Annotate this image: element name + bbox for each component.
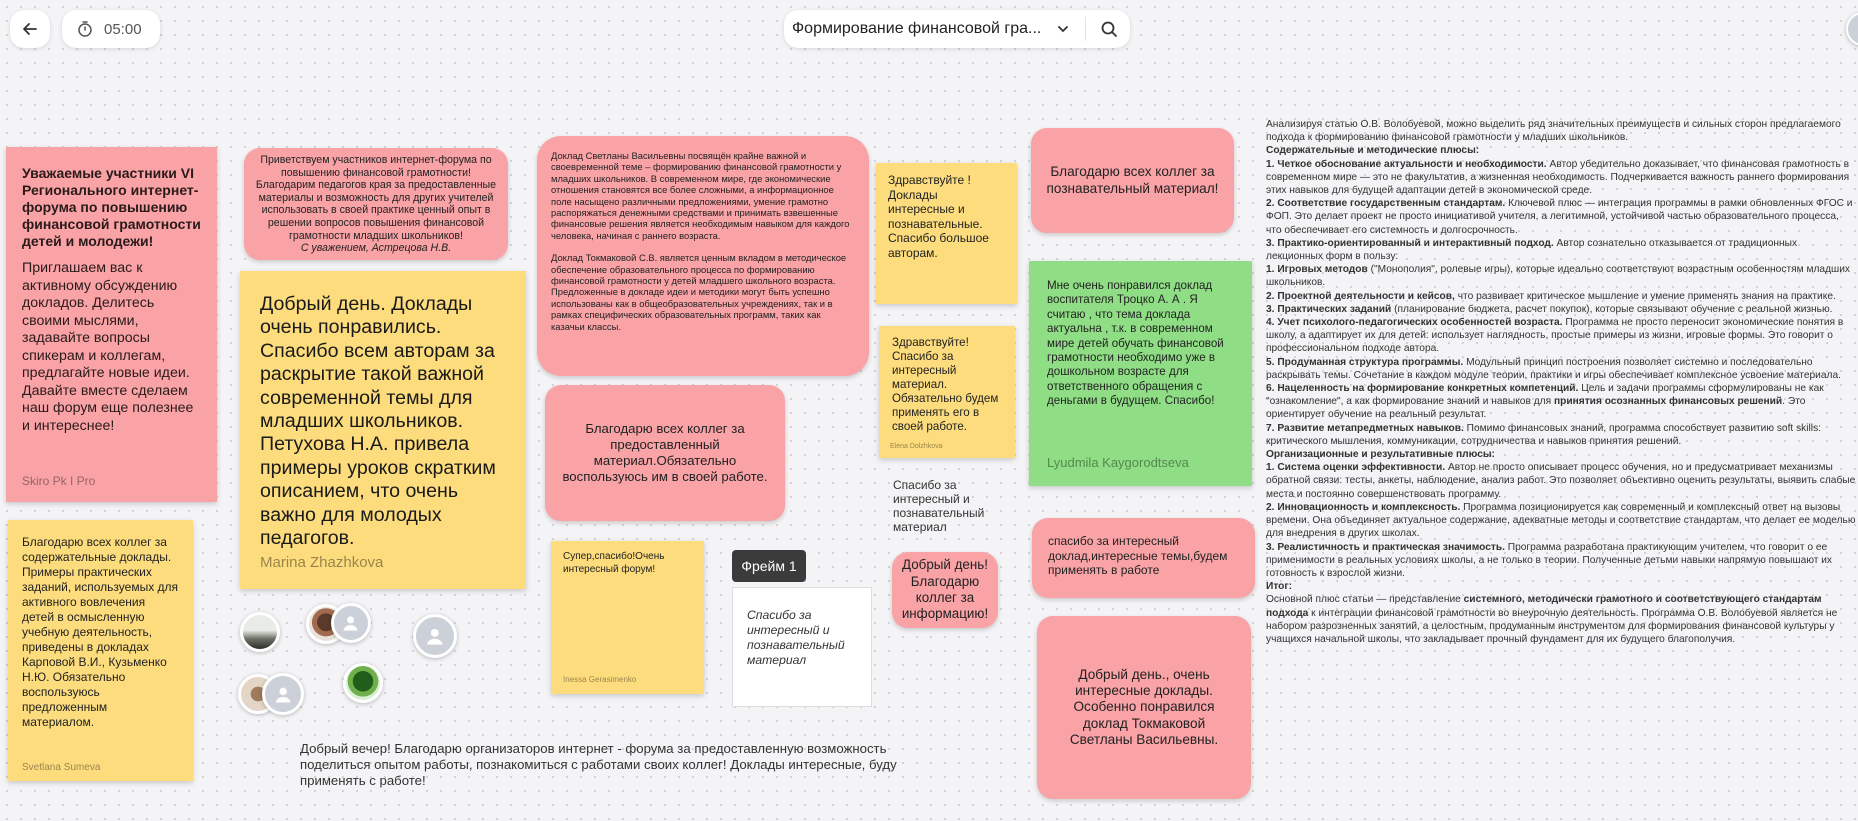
note-body: Мне очень понравился доклад воспитателя Троцко А. А . Я считаю , что тема доклада актуальна , т.к. в современном мире детей обучать финансовой грамотности необходимо уже в дошкольном возрасте для ответственного обращения с деньгами в будущем. Спасибо! — [1047, 279, 1224, 408]
sticky-note-astretsova[interactable] — [244, 148, 508, 260]
frame-label[interactable] — [732, 550, 806, 582]
user-placeholder-icon — [340, 612, 361, 633]
analysis-text: Программа не просто переносит экономические понятия в школу, а адаптирует их для детей: использует наглядность, простые примеры из жизни, игровые формы. Это говорит о профессиональном подходе автора. — [1266, 317, 1844, 355]
analysis-bold-text: 7. Развитие метапредметных навыков. — [1266, 422, 1464, 434]
analysis-text: (планирование бюджета, расчет покупок), которые связывают обучение с реальной жизнью. — [1391, 303, 1833, 315]
sticky-note-welcome[interactable] — [6, 147, 217, 502]
analysis-bold-text: 1. Четкое обоснование актуальности и необходимости. — [1266, 158, 1547, 170]
frame-label-text: Фрейм 1 — [741, 558, 797, 574]
analysis-bold-text: 3. Реалистичность и практическая значимость. — [1266, 541, 1505, 553]
sticky-note-dolzhkova[interactable] — [879, 326, 1015, 458]
note-body: Благодарю всех коллег за предоставленный материал.Обязательно воспользуюсь им в своей работе. — [562, 421, 768, 484]
analysis-text: Автор сознательно отказывается от традиционных лекционных форм в пользу: — [1266, 237, 1798, 263]
analysis-text: Основной плюс статьи — представление — [1266, 594, 1464, 606]
analysis-paragraph — [1266, 593, 1856, 646]
analysis-paragraph — [1266, 356, 1856, 382]
analysis-bold-text: системного, методически грамотного и соответствующего стандартам подхода — [1266, 594, 1822, 619]
sticky-note-thanks-2[interactable] — [1031, 128, 1234, 233]
sticky-note-interesting-report[interactable] — [1032, 518, 1255, 598]
analysis-paragraph — [1266, 580, 1856, 593]
analysis-paragraph — [1266, 461, 1856, 501]
analysis-bold-text: Организационные и результативные плюсы: — [1266, 449, 1495, 461]
analysis-text: Программа позиционируется как современный и комплексный ответ на вызовы времени. Она объединяет актуальное содержание, адекватные методы и соответствие стандартам, что делает ее моделью для внедрения в других школах. — [1266, 501, 1856, 540]
analysis-bold-text: 5. Продуманная структура программы. — [1266, 356, 1464, 368]
frame-1[interactable] — [732, 587, 872, 707]
note-body: Благодарю всех коллег за познавательный материал! — [1046, 163, 1219, 196]
analysis-bold-text: принятия осознанных финансовых решений — [1553, 396, 1783, 408]
analysis-text: . Это ориентирует обучение на реальный результат. — [1266, 396, 1806, 421]
sticky-note-zhazhkova[interactable] — [240, 271, 526, 589]
note-author: Marina Zhazhkova — [260, 554, 384, 572]
analysis-paragraph — [1266, 144, 1856, 157]
analysis-text: Модульный принцип построения позволяет системно и последовательно раскрывать темы. Сочетание в каждом модуле теории, практики и игры обеспечивает комплексное усвоение материала. — [1266, 356, 1841, 381]
analysis-text-block[interactable] — [1266, 118, 1856, 646]
note-body: Добрый день! Благодарю коллег за информацию! — [901, 557, 989, 622]
analysis-text: Ключевой плюс — интеграция программы в рамки обновленных ФГОС и ФОП. Это делает проект не просто инициативой учителя, а легитимной, устойчивой частью образовательного процесса, что обеспечивает его системность и долгосрочность. — [1266, 198, 1853, 236]
note-body: Приветствуем участников интернет-форума по повышению финансовой грамотности! Благодарим педагогов края за предоставленные материалы и возможность для других учителей использовать в своей практике ценный опыт в решении вопросов повышения финансовой грамотности младших школьников! — [255, 154, 497, 242]
analysis-paragraph — [1266, 422, 1856, 448]
analysis-text: Цель и задачи программы сформулированы не как "ознакомление", а как формирование знаний и навыков для — [1266, 383, 1824, 408]
analysis-bold-text: 2. Проектной деятельности и кейсов, — [1266, 290, 1455, 302]
analysis-bold-text: 2. Соответствие государственным стандартам. — [1266, 198, 1506, 210]
analysis-bold-text: Итог: — [1266, 581, 1293, 593]
note-body: спасибо за интересный доклад,интересные темы,будем применять в работе — [1048, 534, 1228, 577]
sticky-note-thanks-1[interactable] — [545, 385, 785, 521]
toolbar-divider — [1085, 17, 1086, 41]
analysis-bold-text: 3. Практических заданий — [1266, 303, 1392, 315]
analysis-bold-text: 1. Система оценки эффективности. — [1266, 462, 1446, 474]
analysis-paragraph — [1266, 501, 1856, 541]
frame-text: Спасибо за интересный и познавательный материал — [747, 608, 845, 667]
note-body: Здравствуйте! Спасибо за интересный материал. Обязательно будем применять его в своей работе. — [892, 336, 999, 433]
analysis-text: Автор не просто описывает процесс обучения, но и предусматривает механизмы обратной связи: тесты, анкеты, наблюдение, анализ работ. Это позволяет объективно оценить результаты, выявить слабые места и постоянно совершенствовать программу. — [1266, 462, 1856, 500]
user-avatar[interactable] — [1846, 12, 1858, 46]
free-text-evening[interactable]: Добрый вечер! Благодарю организаторов интернет - форума за предоставленную возможность поделиться опытом работы, познакомиться с работами своих коллег! Доклады интересные, буду применять с работе! — [300, 741, 897, 789]
user-placeholder-icon — [272, 683, 294, 705]
analysis-text: Помимо финансовых знаний, программа способствует развитию soft skills: критического мышления, коммуникации, сотрудничества и навыков принятия решений. — [1266, 422, 1821, 447]
chevron-down-icon[interactable] — [1055, 21, 1071, 37]
timer-widget[interactable] — [62, 10, 160, 48]
sticky-note-good-day-2[interactable] — [1037, 616, 1251, 799]
note-paragraph-2: Доклад Токмаковой С.В. является ценным вкладом в методическое обеспечение образовательного процесса по формированию финансовой грамотности у детей младшего школьного возраста. Предложенные в докладе идеи и методики могут быть успешно использованы как в общеобразовательных учреждениях, так и в рамках специфических образовательных программ, таких как казачьи классы. — [551, 252, 847, 332]
analysis-text: что развивает критическое мышление и умение применять знания на практике. — [1454, 290, 1836, 302]
note-body: Здравствуйте ! Доклады интересные и познавательные. Спасибо большое авторам. — [888, 173, 989, 260]
analysis-text: Автор убедительно доказывает, что финансовая грамотность в современном мире — это не факультатив, а жизненная необходимость. Подчеркивается важность раннего формирования этих навыков для будущей адаптации детей в экономической среде. — [1266, 158, 1850, 197]
analysis-paragraph — [1266, 118, 1856, 144]
note-author: Skiro Pk I Pro — [22, 474, 96, 488]
analysis-text: к интеграции финансовой грамотности во внеурочную деятельность. Программа О.В. Волобуевой является не набором разрозненных занятий, а целостным, продуманным инструментом для формирования финансовой культуры у учащихся начальной школы, что закладывает прочный фундамент для их будущего благополучия. — [1266, 607, 1838, 645]
note-author: Svetlana Sumeva — [22, 762, 101, 773]
participant-avatar[interactable] — [262, 673, 304, 715]
analysis-text: Анализируя статью О.В. Волобуевой, можно выделить ряд значительных преимуществ и сильных сторон предлагаемого подхода к формированию финансовой грамотности у младших школьников. — [1266, 119, 1841, 144]
analysis-paragraph — [1266, 263, 1856, 289]
analysis-bold-text: 1. Игровых методов — [1266, 264, 1368, 276]
analysis-paragraph — [1266, 290, 1856, 303]
analysis-paragraph — [1266, 316, 1856, 356]
timer-value: 05:00 — [104, 20, 142, 38]
free-text-thanks[interactable]: Спасибо за интересный и познавательный материал — [893, 478, 985, 534]
note-body: Благодарю всех коллег за содержательные доклады. Примеры практических заданий, используемых для активного вовлечения детей в осмысленную учебную деятельность, приведены в докладах Карповой В.И., Кузьменко Н.Ю. Обязательно воспользуюсь предложенным материалом. — [22, 535, 179, 729]
sticky-note-hello-1[interactable] — [876, 163, 1017, 304]
timer-icon — [76, 20, 94, 38]
analysis-text: ("Монополия", ролевые игры), которые идеально соответствуют возрастным особенностям младших школьников. — [1266, 264, 1850, 289]
participant-avatar[interactable] — [343, 663, 383, 703]
analysis-bold-text: 3. Практико-ориентированный и интерактивный подход. — [1266, 237, 1554, 249]
note-title: Уважаемые участники VI Регионального интернет-форума по повышению финансовой грамотности детей и молодежи! — [22, 165, 201, 249]
sticky-note-sumeva[interactable] — [8, 520, 193, 781]
note-body: Супер,спасибо!Очень интересный форум! — [563, 551, 665, 575]
sticky-note-gerasimenko[interactable] — [551, 541, 704, 694]
participant-avatar[interactable] — [331, 603, 371, 643]
analysis-paragraph — [1266, 382, 1856, 422]
note-author: Lyudmila Kaygorodtseva — [1047, 455, 1189, 470]
participant-avatar[interactable] — [240, 612, 280, 652]
analysis-bold-text: 4. Учет психолого-педагогических особенностей возраста. — [1266, 317, 1563, 329]
back-button[interactable] — [10, 10, 50, 48]
note-body: Добрый день., очень интересные доклады. Особенно понравился доклад Токмаковой Светланы Васильевны. — [1069, 666, 1219, 747]
user-placeholder-icon — [423, 624, 447, 648]
board-title-pill[interactable] — [784, 10, 1130, 48]
analysis-paragraph — [1266, 448, 1856, 461]
note-body: Приглашаем вас к активному обсуждению докладов. Делитесь своими мыслями, задавайте вопросы спикерам и коллегам, предлагайте новые идеи. Давайте вместе сделаем наш форум еще полезнее и интереснее! — [22, 260, 194, 434]
analysis-bold-text: 2. Инновационность и комплексность. — [1266, 501, 1461, 513]
note-signature: С уважением, Астрецова Н.В. — [300, 242, 452, 255]
note-author: Inessa Gerasimenko — [563, 675, 637, 684]
note-body: Добрый день. Доклады очень понравились. Спасибо всем авторам за раскрытие такой важной современной темы для младших школьников. Петухова Н.А. привела примеры уроков скратким описанием, что очень важно для молодых педагогов. — [260, 293, 496, 550]
analysis-paragraph — [1266, 197, 1856, 237]
sticky-note-tokmakova-review[interactable] — [537, 136, 869, 376]
analysis-paragraph — [1266, 541, 1856, 581]
analysis-paragraph — [1266, 237, 1856, 263]
analysis-paragraph — [1266, 303, 1856, 316]
analysis-bold-text: 6. Нацеленность на формирование конкретных компетенций. — [1266, 383, 1579, 395]
board-title[interactable]: Формирование финансовой гра... — [792, 20, 1042, 37]
note-paragraph-1: Доклад Светланы Васильевны посвящён крайне важной и своевременной теме – формированию финансовой грамотности у младших школьников. В современном мире, где экономические отношения становятся все более сложными, а информационное поле насыщено различными предложениями, умение грамотно распоряжаться денежными средствами и принимать взвешенные финансовые решения является необходимым навыком для каждого человека, начиная с раннего возраста. — [551, 150, 850, 241]
sticky-note-kaygorodtseva[interactable] — [1029, 261, 1252, 486]
back-arrow-icon — [21, 20, 39, 38]
participant-avatar[interactable] — [413, 614, 457, 658]
analysis-bold-text: Содержательные и методические плюсы: — [1266, 145, 1480, 157]
analysis-paragraph — [1266, 158, 1856, 198]
analysis-text: Программа разработана практикующим учителем, что говорит о ее применимости в реальных условиях школы, а не только в теории. Полученные детьми навыки напрямую повышают их готовность к взрослой жизни. — [1266, 541, 1833, 579]
sticky-note-good-day-1[interactable] — [892, 552, 998, 628]
search-icon[interactable] — [1100, 20, 1118, 38]
note-author: Elena Dolzhkova — [890, 443, 943, 450]
